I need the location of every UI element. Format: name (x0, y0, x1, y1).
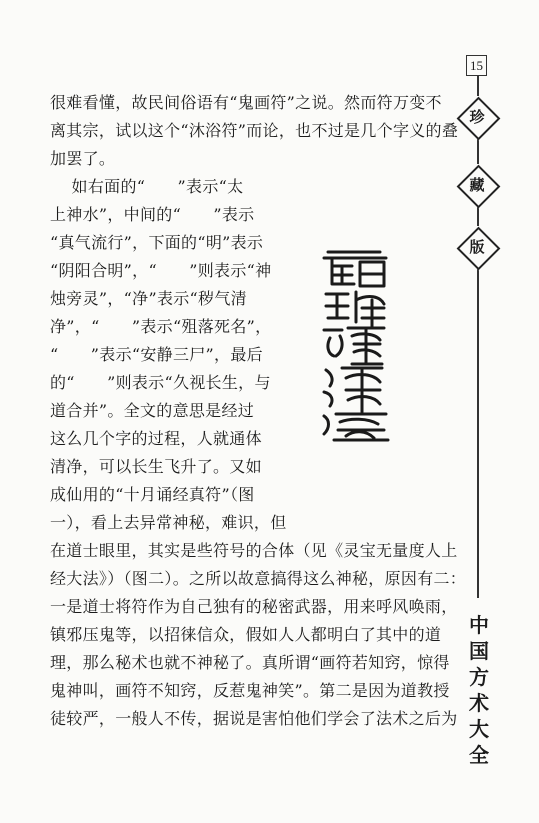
text-line: 的“ ”则表示“久视长生，与 (50, 373, 271, 392)
text-line: 道合并”。全文的意思是经过 (50, 401, 255, 420)
text-line: 如右面的“ ”表示“太 (50, 177, 244, 196)
text-line: 经大法》）（图二）。之所以故意搞得这么神秘，原因有二： (50, 569, 467, 588)
paragraph-2-narrow (50, 173, 287, 537)
page-number: 15 (466, 55, 487, 76)
text-line: 一是道士将符作为自己独有的秘密武器，用来呼风唤雨， (50, 597, 458, 616)
margin-rule-1 (477, 138, 479, 164)
text-line: 净”，“ ”表示“殂落死名”， (50, 317, 272, 336)
text-line: 这么几个字的过程，人就通体 (50, 429, 262, 448)
margin-rule-top (477, 76, 479, 96)
text-line: 加罢了。 (50, 149, 116, 168)
paragraph-1 (50, 89, 458, 173)
text-line: 鬼神叫，画符不知窍，反惹鬼神笑”。第二是因为道教授 (50, 681, 450, 700)
side-label-diamond-2 (456, 164, 498, 206)
text-line: 上神水”，中间的“ ”表示 (50, 205, 255, 224)
text-line: 离其宗，试以这个“沐浴符”而论，也不过是几个字义的叠 (50, 121, 459, 140)
talisman-seal-script-figure (318, 244, 398, 444)
paragraph-2-full (50, 537, 466, 733)
side-label-diamond-1 (456, 96, 498, 138)
text-line: “阴阳合明”，“ ”则表示“神 (50, 261, 272, 280)
side-label-char: 藏 (469, 176, 485, 194)
series-title: 中国方术大全 (469, 613, 489, 767)
text-line: 很难看懂，故民间俗语有“鬼画符”之说。然而符万变不 (50, 93, 442, 112)
margin-rule-2 (477, 206, 479, 226)
text-line: “真气流行”，下面的“明”表示 (50, 233, 264, 252)
text-line: 徒较严，一般人不传，据说是害怕他们学会了法术之后为 (50, 709, 458, 728)
text-line: “ ”表示“安静三尸”，最后 (50, 345, 263, 364)
margin-rule-long (477, 268, 479, 598)
text-line: 烛旁灵”，“净”表示“秽气清 (50, 289, 247, 308)
text-line: 在道士眼里，其实是些符号的合体（见《灵宝无量度人上 (50, 541, 458, 560)
side-label-char: 版 (469, 238, 485, 256)
text-line: 一），看上去异常神秘，难识，但 (50, 513, 287, 532)
text-line: 理，那么秘术也就不神秘了。真所谓“画符若知窍，惊得 (50, 653, 450, 672)
side-label-diamond-3 (456, 226, 498, 268)
text-line: 镇邪压鬼等，以招徕信众，假如人人都明白了其中的道 (50, 625, 442, 644)
side-label-char: 珍 (469, 108, 485, 126)
text-line: 成仙用的“十月诵经真符”（图 (50, 485, 255, 504)
text-line: 清净，可以长生飞升了。又如 (50, 457, 262, 476)
